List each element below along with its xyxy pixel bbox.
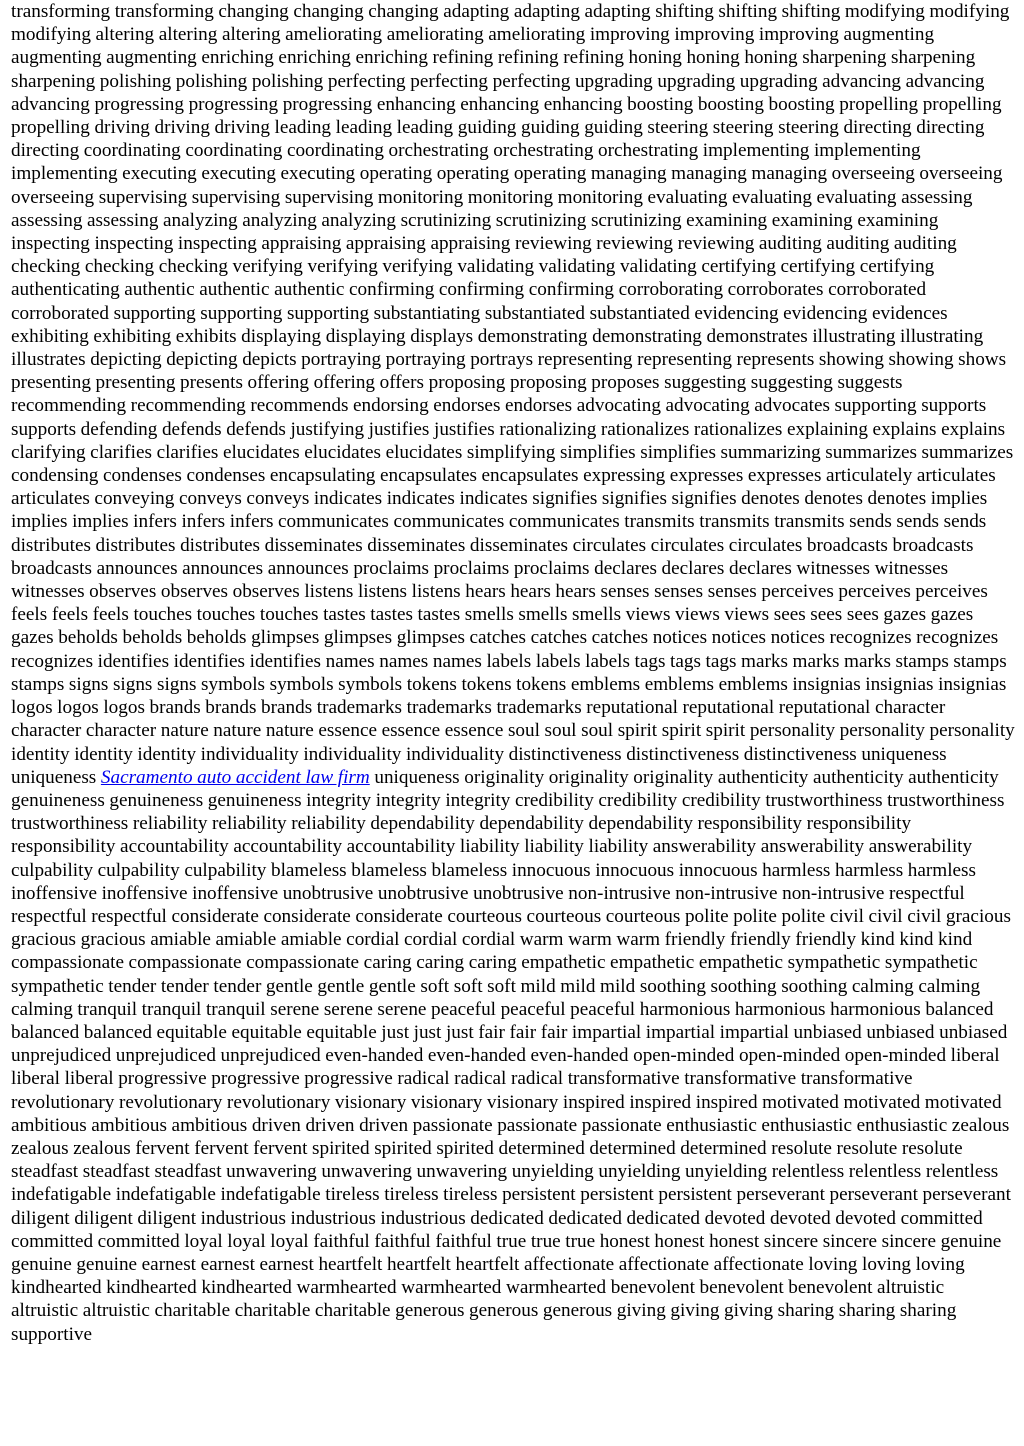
sacramento-law-firm-link[interactable]: Sacramento auto accident law firm [100, 766, 370, 788]
text-after-link: uniqueness originality originality originality authenticity authenticity authenticity genuineness genuineness genuineness integrity integrity integrity credibility credibility credibility trustworthiness trustworthiness trustworthiness reliability reliability reliability dependability dependability dependability responsibility responsibility responsibility accountability accountability accountability liability liability liability answerability answerability answerability culpability culpability culpability blameless blameless blameless innocuous innocuous innocuous harmless harmless harmless inoffensive inoffensive inoffensive unobtrusive unobtrusive unobtrusive non-intrusive non-intrusive non-intrusive respectful respectful respectful considerate considerate considerate courteous courteous courteous polite polite polite civil civil civil gracious gracious gracious amiable amiable amiable cordial cordial cordial warm warm warm friendly friendly friendly kind kind kind compassionate compassionate compassionate caring caring caring empathetic empathetic empathetic sympathetic sympathetic sympathetic tender tender tender gentle gentle gentle soft soft soft mild mild mild soothing soothing soothing calming calming calming tranquil tranquil tranquil serene serene serene peaceful peaceful peaceful harmonious harmonious harmonious balanced balanced balanced equitable equitable equitable just just just fair fair fair impartial impartial impartial unbiased unbiased unbiased unprejudiced unprejudiced unprejudiced even-handed even-handed even-handed open-minded open-minded open-minded liberal liberal liberal progressive progressive progressive radical radical radical transformative transformative transformative revolutionary revolutionary revolutionary visionary visionary visionary inspired inspired inspired motivated motivated motivated ambitious ambitious ambitious driven driven driven passionate passionate passionate enthusiastic enthusiastic enthusiastic zealous zealous zealous fervent fervent fervent spirited spirited spirited determined determined determined resolute resolute resolute steadfast steadfast steadfast unwavering unwavering unwavering unyielding unyielding unyielding relentless relentless relentless indefatigable indefatigable indefatigable tireless tireless tireless persistent persistent persistent perseverant perseverant perseverant diligent diligent diligent industrious industrious industrious dedicated dedicated dedicated devoted devoted devoted committed committed committed loyal loyal loyal faithful faithful faithful true true true honest honest honest sincere sincere sincere genuine genuine genuine earnest earnest earnest heartfelt heartfelt heartfelt affectionate affectionate affectionate loving loving loving kindhearted kindhearted kindhearted warmhearted warmhearted warmhearted benevolent benevolent benevolent altruistic altruistic altruistic charitable charitable charitable generous generous generous giving giving giving sharing sharing sharing supportive [11, 766, 1011, 1345]
text-before-link: transforming transforming changing changing changing adapting adapting adapting shifting shifting shifting modifying modifying modifying altering altering altering ameliorating ameliorating ameliorating improving improving improving augmenting augmenting augmenting enriching enriching enriching refining refining refining honing honing honing sharpening sharpening sharpening polishing polishing polishing perfecting perfecting perfecting upgrading upgrading upgrading advancing advancing advancing progressing progressing progressing enhancing enhancing enhancing boosting boosting boosting propelling propelling propelling driving driving driving leading leading leading guiding guiding guiding steering steering steering directing directing directing coordinating coordinating coordinating orchestrating orchestrating orchestrating implementing implementing implementing executing executing executing operating operating operating managing managing managing overseeing overseeing overseeing supervising supervising supervising monitoring monitoring monitoring evaluating evaluating evaluating assessing assessing assessing analyzing analyzing analyzing scrutinizing scrutinizing scrutinizing examining examining examining inspecting inspecting inspecting appraising appraising appraising reviewing reviewing reviewing auditing auditing auditing checking checking checking verifying verifying verifying validating validating validating certifying certifying certifying authenticating authentic authentic authentic confirming confirming confirming corroborating corroborates corroborated corroborated supporting supporting supporting substantiating substantiated substantiated evidencing evidencing evidences exhibiting exhibiting exhibits displaying displaying displays demonstrating demonstrating demonstrates illustrating illustrating illustrates depicting depicting depicts portraying portraying portrays representing representing represents showing showing shows presenting presenting presents offering offering offers proposing proposing proposes suggesting suggesting suggests recommending recommending recommends endorsing endorses endorses advocating advocating advocates supporting supports supports defending defends defends justifying justifies justifies rationalizing rationalizes rationalizes explaining explains explains clarifying clarifies clarifies elucidates elucidates elucidates simplifying simplifies simplifies summarizing summarizes summarizes condensing condenses condenses encapsulating encapsulates encapsulates expressing expresses expresses articulately articulates articulates conveying conveys conveys indicates indicates indicates signifies signifies signifies denotes denotes denotes implies implies implies infers infers infers communicates communicates communicates transmits transmits transmits sends sends sends distributes distributes distributes disseminates disseminates disseminates circulates circulates circulates broadcasts broadcasts broadcasts announces announces announces proclaims proclaims proclaims declares declares declares witnesses witnesses witnesses observes observes observes listens listens listens hears hears hears senses senses senses perceives perceives perceives feels feels feels touches touches touches tastes tastes tastes smells smells smells views views views sees sees sees gazes gazes gazes beholds beholds beholds glimpses glimpses glimpses catches catches catches notices notices notices recognizes recognizes recognizes identifies identifies identifies names names names labels labels labels tags tags tags marks marks marks stamps stamps stamps signs signs signs symbols symbols symbols tokens tokens tokens emblems emblems emblems insignias insignias insignias logos logos logos brands brands brands trademarks trademarks trademarks reputational reputational reputational character character character nature nature nature essence essence essence soul soul soul spirit spirit spirit personality personality personality identity identity identity individuality individuality individuality distinctiveness distinctiveness distinctiveness uniqueness uniqueness [11, 1, 1015, 788]
